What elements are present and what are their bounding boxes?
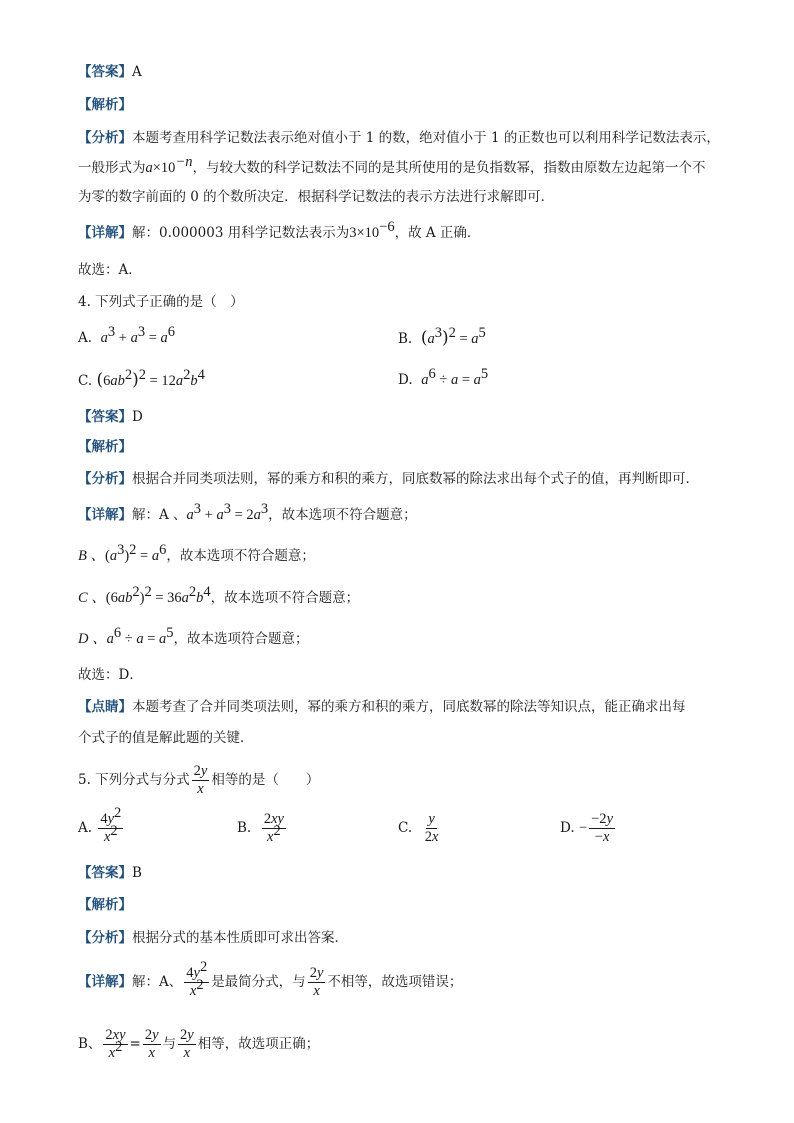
choose-line-q4: 故选：D． (78, 667, 143, 683)
answer-line-q5: 【答案】B (78, 865, 142, 881)
xiangjie-line-b-q4: B 、$(a^3)^2 = a^6$，故本选项不符合题意； (78, 542, 315, 564)
choose-line-q3: 故选：A． (78, 262, 142, 278)
xiangjie-line-q3: 【详解】解：0.000003 用科学记数法表示为$3\times 10^{-6}$，故 A 正确． (78, 219, 481, 241)
option-d-q4: D. $a^6 \div a = a^5$ (398, 366, 489, 388)
analysis-label-q4: 【解析】 (78, 439, 132, 455)
xiangjie-line-d-q4: D 、$a^6 \div a = a^5$，故本选项符合题意； (78, 625, 309, 647)
option-c-q4: C. $(6ab^2)^2 = 12a^2b^4$ (78, 367, 205, 390)
question-stem-q4: 4. 下列式子正确的是（ ） (78, 294, 244, 310)
option-d-q5: D. − $\frac{-2y}{-x}$ (560, 811, 613, 845)
fenxi-line-q4: 【分析】根据合并同类项法则，幂的乘方和积的乘方，同底数幂的除法求出每个式子的值，再判断即可． (78, 471, 699, 487)
analysis-label-q5: 【解析】 (78, 897, 132, 913)
fenxi-line-3-q3: 为零的数字前面的 0 的个数所决定．根据科学记数法的表示方法进行求解即可． (78, 189, 555, 205)
answer-value: D (132, 409, 143, 425)
dianjing-line-1-q4: 【点睛】本题考查了合并同类项法则，幂的乘方和积的乘方，同底数幂的除法等知识点，能正确求出每 (78, 699, 686, 715)
option-c-q5: C. $\frac{y}{2x}$ (398, 811, 439, 845)
option-b-q5: B. $\frac{2xy}{x^2}$ (237, 811, 284, 845)
xiangjie-line-a-q5: 【详解】解：A、 $\frac{4y^2}{x^2}$ 是最简分式，与 $\frac{2y}{x}$ 不相等，故选项错误； (78, 959, 463, 999)
sci-notation-result: 3×10 (349, 225, 380, 241)
option-a-q5: A. $\frac{4y^2}{x^2}$ (78, 805, 122, 845)
xiangjie-line-a-q4: 【详解】解：A 、$a^3 + a^3 = 2a^3$，故本选项不符合题意； (78, 501, 417, 523)
xiangjie-line-c-q4: C 、$(6ab^2)^2 = 36a^2b^4$，故本选项不符合题意； (78, 584, 360, 606)
answer-value: B (132, 865, 142, 881)
xiangjie-line-b-q5: B、 $\frac{2xy}{x^2}$ = $\frac{2y}{x}$ 与 $\frac{2y}{x}$ 相等，故选项正确； (78, 1027, 320, 1061)
sci-notation-formula: a (145, 160, 153, 176)
fenxi-line-q5: 【分析】根据分式的基本性质即可求出答案． (78, 930, 348, 946)
answer-label: 【答案】 (78, 64, 132, 80)
fenxi-line-2-q3: 一般形式为$a\times 10^{-n}$，与较大数的科学记数法不同的是其所使用的是负指数幂，指数由原数左边起第一个不 (78, 154, 706, 176)
question-stem-q5: 5. 下列分式与分式 $\frac{2y}{x}$ 相等的是（ ） (78, 763, 320, 797)
option-b-q4: B. $(a^3)^2 = a^5$ (398, 325, 486, 348)
option-a-q4: A. $a^3 + a^3 = a^6$ (78, 324, 176, 346)
fraction-2y-over-x: $\frac{2y}{x}$ (193, 763, 208, 797)
fenxi-line-1-q3: 【分析】本题考查用科学记数法表示绝对值小于 1 的数，绝对值小于 1 的正数也可以利用科学记数法表示， (78, 130, 720, 146)
dianjing-line-2-q4: 个式子的值是解此题的关键． (78, 730, 254, 746)
answer-line-q4: 【答案】D (78, 409, 143, 425)
analysis-label-q3: 【解析】 (78, 97, 132, 113)
answer-value: A (132, 64, 142, 80)
answer-line-q3 (78, 62, 142, 82)
